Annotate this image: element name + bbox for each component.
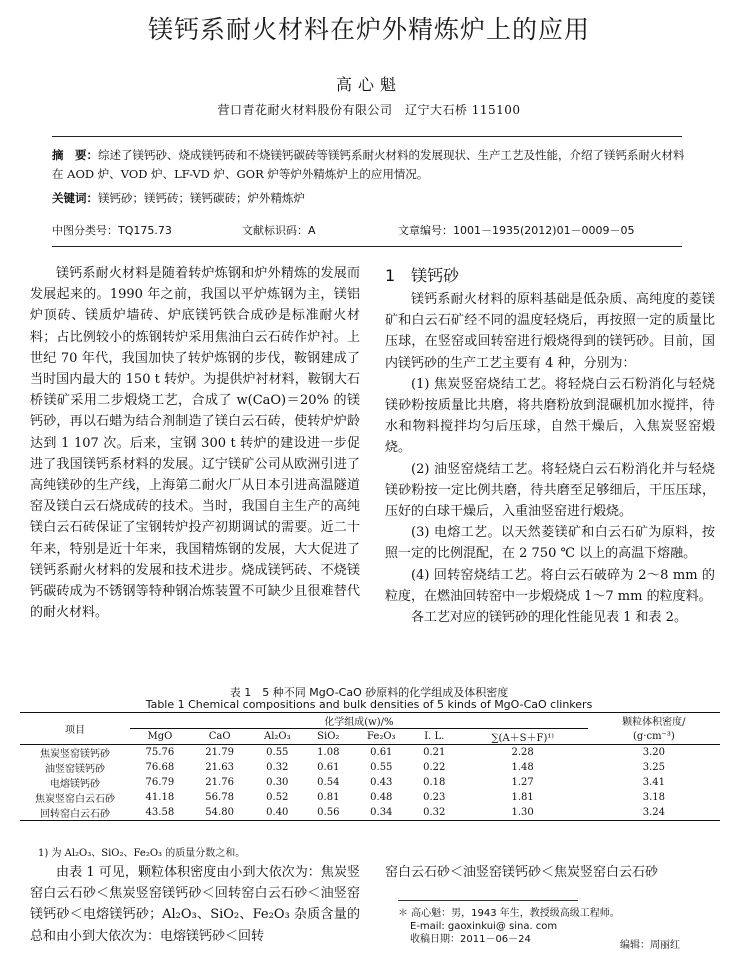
- row-label: 电熔镁钙砂: [50, 779, 100, 790]
- header-divider: [52, 136, 682, 137]
- cell: 75.76: [145, 747, 175, 758]
- cell: 1.30: [458, 805, 588, 821]
- table-row: [20, 805, 720, 821]
- row-label: 焦炭竖窑镁钙砂: [40, 749, 110, 760]
- footnote-divider: [398, 900, 578, 901]
- cell: 1.48: [511, 762, 534, 773]
- cell: 0.43: [370, 777, 393, 788]
- cell: 0.61: [370, 747, 393, 758]
- abstract: [52, 146, 688, 184]
- paper-title: 镁钙系耐火材料在炉外精炼炉上的应用: [147, 15, 590, 44]
- table-group-header: 化学组成(w)/%: [130, 713, 588, 729]
- table-density-header: 颗粒体积密度/: [588, 713, 720, 729]
- cell: 41.18: [145, 792, 175, 803]
- cell: 0.81: [317, 792, 340, 803]
- table-row: [20, 775, 720, 790]
- cell: 21.76: [205, 777, 234, 788]
- section-paragraph: 镁钙系耐火材料的原料基础是低杂质、高纯度的菱镁矿和白云石矿经不同的温度轻烧后，再按照一定的质量比压球，在竖窑或回转窑进行煅烧得到的镁钙砂。目前，国内镁钙砂的生产工艺主要有 4 种，分别为：: [385, 292, 715, 371]
- cell: 3.24: [588, 805, 720, 821]
- bottom-left-text: [30, 862, 360, 947]
- cell: 0.32: [266, 762, 289, 773]
- article-number: 文章编号：1001－1935(2012)01－0009－05: [398, 224, 635, 237]
- cell: 21.63: [205, 762, 234, 773]
- cell: 0.54: [317, 777, 340, 788]
- cell: 3.18: [642, 792, 665, 803]
- cell: 0.56: [305, 805, 351, 821]
- bottom-left-paragraph: 由表 1 可见，颗粒体积密度由小到大依次为：焦炭竖窑白云石砂＜焦炭竖窑镁钙砂＜回转窑白云石砂＜油竖窑镁钙砂＜电熔镁钙砂；Al₂O₃、SiO₂、Fe₂O₃ 杂质含量的总和由小到大依次为：电熔镁钙砂＜回转: [30, 865, 360, 944]
- composition-table: [20, 712, 720, 821]
- row-label: 焦炭竖窑白云石砂: [35, 794, 115, 805]
- table-col-header: MgO: [130, 729, 190, 745]
- table-col-header: Al₂O₃: [250, 729, 306, 745]
- footnote-received: 收稿日期：2011－06－24: [410, 934, 531, 945]
- cell: 2.28: [511, 747, 534, 758]
- cell: 0.18: [423, 777, 446, 788]
- cell: 0.22: [423, 762, 446, 773]
- table-col-header: SiO₂: [305, 729, 351, 745]
- table-col-header: CaO: [190, 729, 250, 745]
- cell: 0.40: [250, 805, 306, 821]
- cell: 1.27: [511, 777, 534, 788]
- abstract-text: 综述了镁钙砂、烧成镁钙砖和不烧镁钙碳砖等镁钙系耐火材料的发展现状、生产工艺及性能，介绍了镁钙系耐火材料在 AOD 炉、VOD 炉、LF-VD 炉、GOR 炉等炉外精炼炉上的应用情况。: [52, 148, 685, 181]
- right-column: [385, 289, 715, 628]
- table-col-header: Fe₂O₃: [352, 729, 412, 745]
- meta-divider: [52, 246, 682, 247]
- keywords-label: 关键词：: [52, 191, 98, 205]
- document-code: 文献标识码：A: [242, 224, 316, 237]
- cell: 56.78: [205, 792, 234, 803]
- section-paragraph: (3) 电熔工艺。以天然菱镁矿和白云石矿为原料，按照一定的比例混配，在 2 750 ℃ 以上的高温下熔融。: [385, 525, 715, 562]
- cell: 3.20: [642, 747, 665, 758]
- section-paragraph: (4) 回转窑烧结工艺。将白云石破碎为 2～8 mm 的粒度，在燃油回转窑中一步煅烧成 1～7 mm 的粒度料。: [385, 567, 715, 604]
- table-row: [20, 760, 720, 775]
- table-caption-en: Table 1 Chemical compositions and bulk densities of 5 kinds of MgO-CaO clinkers: [145, 698, 593, 711]
- table-note: 1) 为 Al₂O₃、SiO₂、Fe₂O₃ 的质量分数之和。: [38, 848, 246, 859]
- cell: 3.41: [642, 777, 665, 788]
- keywords-text: 镁钙砂；镁钙砖；镁钙碳砖；炉外精炼炉: [98, 191, 305, 205]
- table-caption-cn: 表 1 5 种不同 MgO-CaO 砂原料的化学组成及体积密度: [229, 686, 509, 699]
- cell: 1.81: [511, 792, 534, 803]
- table-col-header: ∑(A＋S＋F)¹⁾: [458, 729, 588, 745]
- table-col-header: I. L.: [411, 729, 457, 745]
- bottom-right-paragraph: 窑白云石砂＜油竖窑镁钙砂＜焦炭竖窑白云石砂: [385, 865, 659, 880]
- row-label: 油竖窑镁钙砂: [45, 764, 105, 775]
- affiliation: 营口青花耐火材料股份有限公司 辽宁大石桥 115100: [217, 103, 521, 117]
- cell: 76.79: [145, 777, 175, 788]
- cell: 0.21: [423, 747, 446, 758]
- cell: 0.55: [266, 747, 289, 758]
- cell: 21.79: [205, 747, 234, 758]
- cell: 0.34: [352, 805, 412, 821]
- cell: 0.52: [266, 792, 289, 803]
- bottom-right-text: [385, 862, 715, 883]
- intro-paragraph: 镁钙系耐火材料是随着转炉炼钢和炉外精炼的发展而发展起来的。1990 年之前，我国以平炉炼钢为主，镁铝炉顶砖、镁质炉墙砖、炉底镁钙铁合成砂是标准耐火材料；占比例较小的炼钢转炉采用焦油白云石砖作炉衬。上世纪 70 年代，我国加快了转炉炼钢的步伐，鞍钢建成了当时国内最大的 150 t 转炉。为提供炉衬材料，鞍钢大石桥镁矿采用二步煅烧工艺，合成了 w(CaO)＝20% 的镁钙砂，再以石蜡为结合剂制造了镁白云石砖，使转炉炉龄达到 1 107 次。后来，宝钢 300 t 转炉的建设进一步促进了我国镁钙系材料的发展。辽宁镁矿公司从欧洲引进了高纯镁砂的生产线，上海第二耐火厂从日本引进高温隧道窑及镁白云石烧成砖的技术。当时，我国自主生产的高纯镁白云石砖保证了宝钢转炉投产初期调试的需要。近二十年来，特别是近十年来，我国精炼钢的发展，大大促进了镁钙系耐火材料的发展和技术进步。烧成镁钙砖、不烧镁钙碳砖成为不锈钢等特种钢冶炼装置不可缺少且很难替代的耐火材料。: [30, 266, 360, 621]
- clc-number: 中图分类号：TQ175.73: [52, 224, 172, 237]
- cell: 0.23: [423, 792, 446, 803]
- cell: 0.32: [411, 805, 457, 821]
- keywords: [52, 190, 688, 206]
- table-row: [20, 790, 720, 805]
- cell: 0.61: [317, 762, 340, 773]
- abstract-label: 摘 要：: [52, 148, 98, 162]
- section-heading: 1 镁钙砂: [385, 266, 460, 285]
- editor-credit: 编辑：周丽红: [620, 940, 680, 951]
- footnote-author: ＊ 高心魁：男，1943 年生，教授级高级工程师。: [398, 908, 620, 919]
- cell: 0.48: [370, 792, 393, 803]
- table-item-header: 项目: [20, 713, 130, 745]
- table-density-unit: (g·cm⁻³): [588, 729, 720, 745]
- section-paragraph: 各工艺对应的镁钙砂的理化性能见表 1 和表 2。: [411, 610, 687, 626]
- cell: 3.25: [642, 762, 665, 773]
- cell: 1.08: [317, 747, 340, 758]
- cell: 0.55: [370, 762, 393, 773]
- cell: 54.80: [190, 805, 250, 821]
- author-footnote: [398, 907, 620, 946]
- row-label: 回转窑白云石砂: [20, 805, 130, 821]
- author-name: 高心魁: [335, 75, 402, 94]
- cell: 76.68: [145, 762, 175, 773]
- cell: 0.30: [266, 777, 289, 788]
- section-paragraph: (1) 焦炭竖窑烧结工艺。将轻烧白云石粉消化与轻烧镁砂粉按质量比共磨，将共磨粉放到混碾机加水搅拌，待水和物料搅拌均匀后压球，自然干燥后，入焦炭竖窑煅烧。: [385, 376, 715, 456]
- cell: 43.58: [130, 805, 190, 821]
- left-column: [30, 263, 360, 623]
- table-row: [20, 745, 720, 761]
- section-paragraph: (2) 油竖窑烧结工艺。将轻烧白云石粉消化并与轻烧镁砂粉按一定比例共磨，待共磨至足够细后，干压压球，压好的白球干燥后，入重油竖窑进行煅烧。: [385, 461, 715, 520]
- footnote-email: E-mail: gaoxinkui@ sina. com: [410, 921, 558, 932]
